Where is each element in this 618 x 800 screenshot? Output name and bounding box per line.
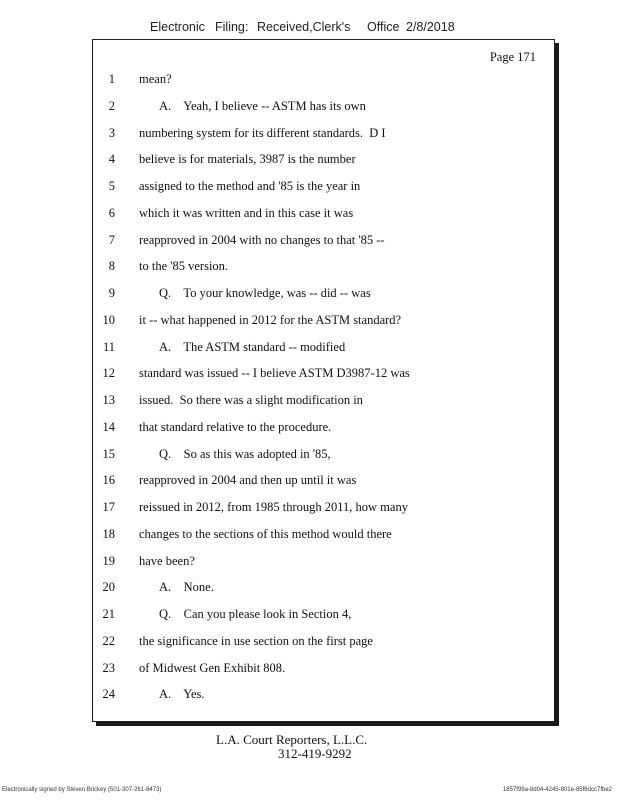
line-text: to the '85 version. — [139, 259, 229, 274]
footer-firm: L.A. Court Reporters, L.L.C. — [216, 732, 368, 747]
electronic-signature: Electronically signed by Steven Brickey (501-307-261-8473) — [2, 787, 162, 793]
page-number: Page 171 — [489, 50, 536, 64]
line-number: 7 — [108, 232, 115, 247]
transcript-line — [93, 554, 554, 570]
line-number: 21 — [102, 607, 115, 621]
line-number: 23 — [102, 660, 115, 675]
line-number: 14 — [102, 419, 115, 434]
line-text: numbering system for its different standards. D I — [139, 125, 386, 140]
transcript-line — [93, 233, 554, 249]
line-text: A. Yes. — [159, 687, 205, 702]
transcript-line — [93, 313, 554, 329]
line-number: 19 — [102, 553, 115, 568]
line-number: 15 — [102, 446, 115, 461]
line-number: 2 — [108, 98, 115, 113]
line-number: 11 — [102, 339, 115, 354]
transcript-line — [93, 687, 554, 703]
line-number: 6 — [108, 205, 115, 220]
line-number: 4 — [108, 152, 115, 167]
transcript-line — [93, 72, 554, 88]
transcript-line — [93, 340, 554, 356]
transcript-line — [93, 259, 554, 275]
header-filing: Filing: — [215, 20, 249, 34]
line-text: Q. So as this was adopted in '85, — [159, 446, 331, 461]
transcript-line — [93, 152, 554, 168]
line-number: 3 — [108, 125, 115, 140]
line-number: 18 — [102, 526, 115, 541]
line-text: it -- what happened in 2012 for the ASTM standard? — [139, 312, 402, 327]
line-text: A. None. — [159, 580, 214, 595]
transcript-line — [93, 473, 554, 489]
line-number: 20 — [102, 580, 115, 595]
line-number: 17 — [102, 500, 115, 514]
line-text: assigned to the method and '85 is the year in — [139, 179, 361, 193]
line-number: 22 — [102, 633, 115, 648]
transcript-line — [93, 126, 554, 142]
filing-header — [0, 20, 618, 36]
line-text: Q. Can you please look in Section 4, — [159, 607, 352, 621]
line-text: changes to the sections of this method would there — [139, 526, 392, 541]
line-number: 16 — [102, 473, 115, 488]
line-number: 10 — [102, 312, 115, 327]
header-date: 2/8/2018 — [406, 20, 455, 34]
transcript-line — [93, 393, 554, 409]
line-text: have been? — [139, 553, 195, 568]
line-number: 13 — [102, 393, 115, 407]
transcript-line — [93, 420, 554, 436]
line-number: 9 — [108, 286, 115, 300]
transcript-line — [93, 634, 554, 650]
line-text: which it was written and in this case it was — [139, 205, 354, 220]
line-text: reapproved in 2004 with no changes to that '85 -- — [139, 232, 385, 247]
line-number: 5 — [108, 179, 115, 193]
transcript-line — [93, 286, 554, 302]
transcript-page — [92, 39, 555, 722]
transcript-line — [93, 179, 554, 195]
transcript-line — [93, 99, 554, 115]
transcript-line — [93, 366, 554, 382]
line-text: standard was issued -- I believe ASTM D3987-12 was — [139, 366, 410, 381]
line-text: reapproved in 2004 and then up until it was — [139, 473, 357, 488]
header-received: Received,Clerk's — [257, 20, 351, 34]
line-text: the significance in use section on the first page — [139, 633, 373, 648]
line-text: reissued in 2012, from 1985 through 2011, how many — [139, 500, 408, 514]
line-number: 8 — [108, 259, 115, 274]
line-text: Q. To your knowledge, was -- did -- was — [159, 286, 371, 300]
transcript-line — [93, 206, 554, 222]
transcript-line — [93, 607, 554, 623]
transcript-line — [93, 580, 554, 596]
footer-phone: 312-419-9292 — [278, 746, 352, 761]
header-office: Office — [367, 20, 400, 34]
transcript-line — [93, 500, 554, 516]
line-text: that standard relative to the procedure. — [139, 419, 332, 434]
document-hash: 1857f99a-8d04-4245-801e-85f6dcc7fbe2 — [502, 787, 612, 793]
line-number: 12 — [102, 366, 115, 381]
line-text: A. Yeah, I believe -- ASTM has its own — [159, 98, 366, 113]
line-text: issued. So there was a slight modification in — [139, 393, 363, 407]
header-electronic: Electronic — [150, 20, 205, 34]
transcript-line — [93, 447, 554, 463]
line-text: believe is for materials, 3987 is the number — [139, 152, 356, 167]
line-text: mean? — [139, 72, 172, 86]
transcript-line — [93, 527, 554, 543]
line-text: of Midwest Gen Exhibit 808. — [139, 660, 286, 675]
transcript-line — [93, 661, 554, 677]
line-number: 24 — [102, 687, 115, 702]
line-text: A. The ASTM standard -- modified — [159, 339, 346, 354]
line-number: 1 — [108, 72, 115, 86]
